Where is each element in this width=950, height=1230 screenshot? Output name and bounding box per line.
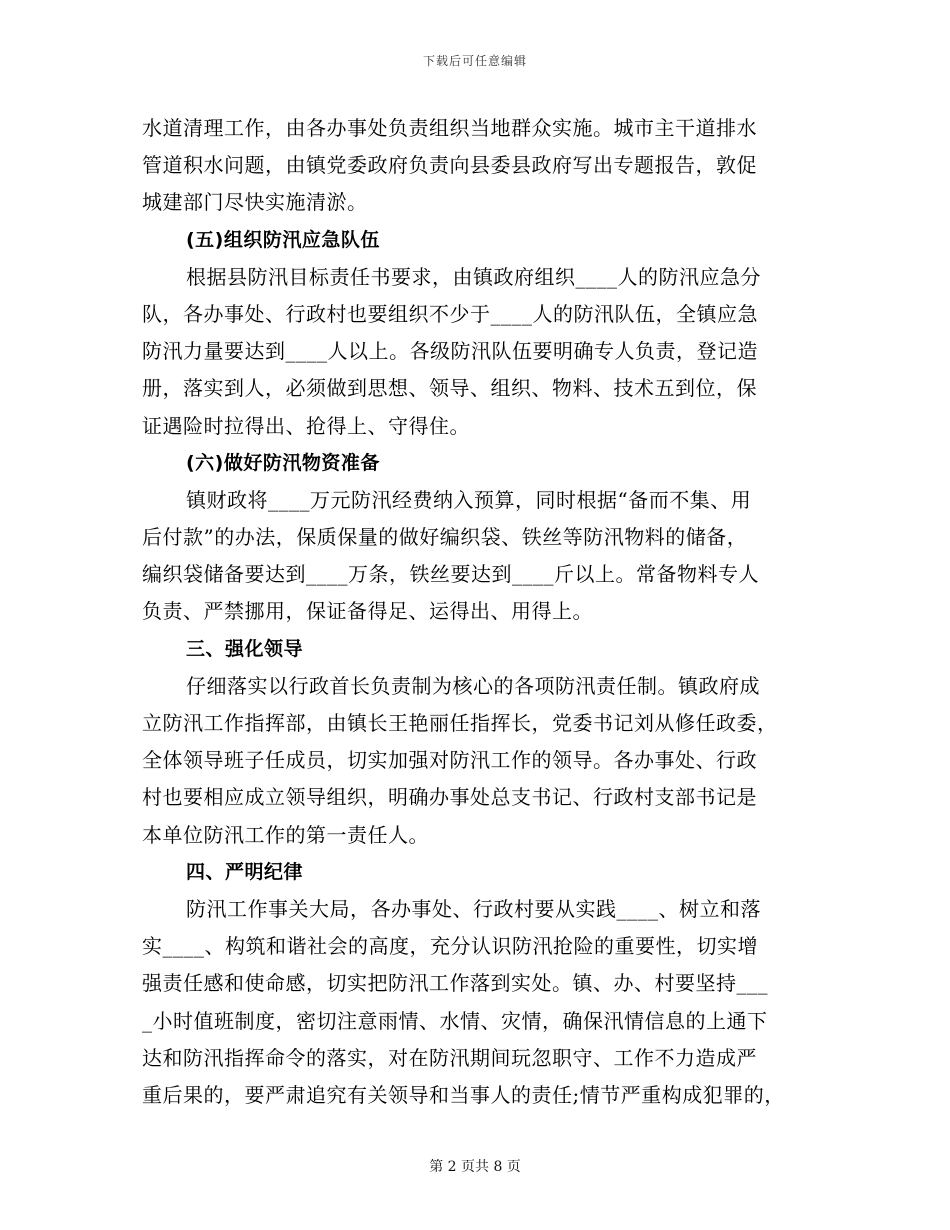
text-line: _小时值班制度，密切注意雨情、水情、灾情，确保汛情信息的上通下 (142, 1008, 768, 1033)
document-body (142, 110, 822, 1114)
text-line: 镇财政将____万元防汛经费纳入预算，同时根据“备而不集、用 (186, 487, 752, 512)
text-line: 编织袋储备要达到____万条，铁丝要达到____斤以上。常备物料专人 (142, 562, 759, 587)
text-line: 立防汛工作指挥部，由镇长王艳丽任指挥长，党委书记刘从修任政委， (142, 711, 778, 735)
page-header: 下载后可任意编辑 (422, 54, 527, 68)
text-line: 册，落实到人，必须做到思想、领导、组织、物料、技术五到位，保 (142, 376, 757, 401)
text-line: 强责任感和使命感，切实把防汛工作落到实处。镇、办、村要坚持___ (142, 971, 768, 996)
text-line: 村也要相应成立领导组织，明确办事处总支书记、行政村支部书记是 (142, 785, 757, 810)
text-line: 达和防汛指挥命令的落实，对在防汛期间玩忽职守、工作不力造成严 (142, 1045, 757, 1070)
text-line: 后付款”的办法，保质保量的做好编织袋、铁丝等防汛物料的储备， (142, 525, 748, 550)
section-heading: (六)做好防汛物资准备 (186, 451, 380, 474)
text-line: 水道清理工作，由各办事处负责组织当地群众实施。城市主干道排水 (142, 116, 757, 140)
text-line: 防汛工作事关大局，各办事处、行政村要从实践____、树立和落 (186, 896, 761, 921)
text-line: 仔细落实以行政首长负责制为核心的各项防汛责任制。镇政府成 (186, 673, 760, 698)
text-line: 队，各办事处、行政村也要组织不少于____人的防汛队伍，全镇应急 (142, 301, 758, 326)
text-line: 重后果的，要严肃追究有关领导和当事人的责任;情节严重构成犯罪的， (142, 1082, 785, 1107)
page-number: 第 2 页共 8 页 (429, 1159, 521, 1175)
section-heading: (五)组织防汛应急队伍 (186, 228, 380, 251)
text-line: 本单位防汛工作的第一责任人。 (142, 822, 429, 847)
text-line: 实____、构筑和谐社会的高度，充分认识防汛抢险的重要性，切实增 (142, 934, 758, 959)
section-heading: 三、强化领导 (186, 637, 304, 660)
text-line: 证遇险时拉得出、抢得上、守得住。 (142, 413, 470, 438)
text-line: 全体领导班子任成员，切实加强对防汛工作的领导。各办事处、行政 (142, 748, 757, 773)
section-heading: 四、严明纪律 (186, 860, 304, 883)
text-line: 管道积水问题，由镇党委政府负责向县委县政府写出专题报告，敦促 (142, 153, 757, 178)
text-line: 负责、严禁挪用，保证备得足、运得出、用得上。 (142, 599, 593, 624)
text-line: 城建部门尽快实施清淤。 (142, 190, 368, 215)
text-line: 根据县防汛目标责任书要求，由镇政府组织____人的防汛应急分 (186, 264, 761, 289)
text-line: 防汛力量要达到____人以上。各级防汛队伍要明确专人负责，登记造 (142, 339, 758, 364)
